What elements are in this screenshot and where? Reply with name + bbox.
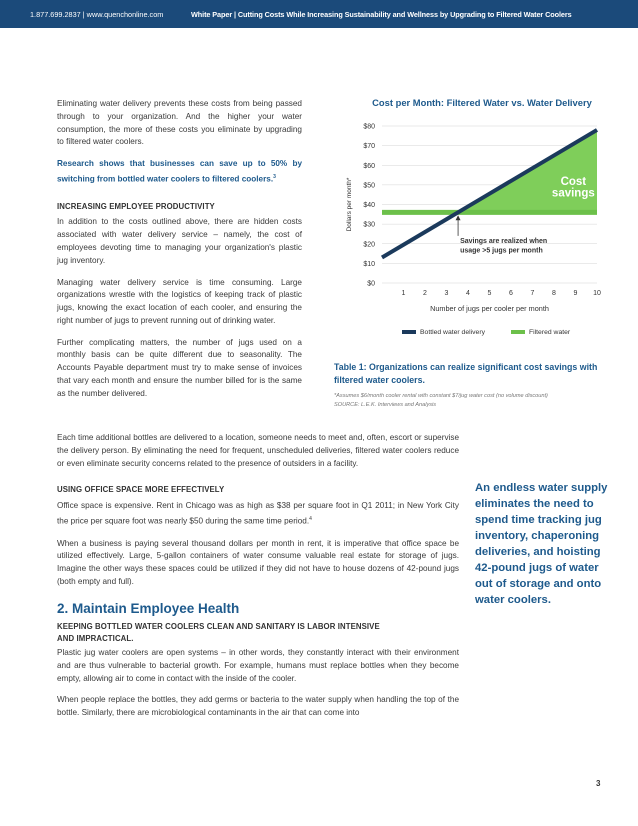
cost-savings-label: Cost — [560, 175, 587, 188]
paragraph: Further complicating matters, the number of jugs used on a monthly basis can be quite different due to seasonality. The Accounts Payable department must try to make sense of invoices that vary each month and ensure the number billed for is the same as the number delivered. — [57, 337, 302, 398]
legend-swatch — [511, 330, 525, 334]
paragraph — [57, 500, 459, 528]
legend-label: Bottled water delivery — [420, 329, 485, 336]
legend-swatch — [402, 330, 416, 334]
chart-legend — [402, 329, 571, 336]
chart-title: Cost per Month: Filtered Water vs. Water Delivery — [372, 97, 592, 108]
paragraph: Eliminating water delivery prevents these costs from being passed through to your organization. And the higher your water consumption, the more of these costs you eliminate by upgrading to filtered water coolers. — [57, 99, 302, 147]
annotation-text: usage >5 jugs per month — [460, 247, 543, 255]
page-number: 3 — [596, 779, 601, 788]
y-tick-label: $30 — [363, 221, 375, 229]
left-column — [57, 98, 302, 410]
x-tick-label: 6 — [509, 290, 513, 297]
y-tick-label: $80 — [363, 123, 375, 131]
paragraph: When a business is paying several thousand dollars per month in rent, it is imperative that office space be utilized effectively. Large, 5-gallon containers of water consume valuable real estate for storage of jugs. Imagine the other ways these spaces could be utilized if they did not have to house dozens of 42-pound jugs (both empty and full). — [57, 538, 459, 586]
y-tick-label: $70 — [363, 143, 375, 151]
chart-footnote — [334, 392, 610, 409]
cost-chart — [334, 112, 614, 347]
page-header — [0, 0, 638, 28]
y-tick-label: $40 — [363, 202, 375, 209]
pull-quote: An endless water supply eliminates the need to spend time tracking jug inventory, chaperoning deliveries, and hoisting 42-pound jugs of water out of storage and onto water coolers. — [475, 482, 608, 606]
x-tick-label: 7 — [530, 290, 535, 297]
x-tick-label: 4 — [466, 290, 470, 297]
annotation-text: Savings are realized when — [460, 237, 548, 245]
heading-line: AND IMPRACTICAL. — [57, 634, 134, 644]
footnote-ref: 4 — [309, 515, 312, 522]
section-heading: USING OFFICE SPACE MORE EFFECTIVELY — [57, 485, 225, 495]
paragraph: In addition to the costs outlined above, there are hidden costs associated with water delivery service – namely, the cost of employees devoting time to managing your organization's plastic jug inventory. — [57, 217, 302, 265]
section-title: 2. Maintain Employee Health — [57, 600, 240, 616]
x-tick-label: 10 — [593, 290, 601, 297]
research-highlight — [57, 158, 302, 186]
paragraph: Each time additional bottles are delivered to a location, someone needs to meet and, often, escort or supervise the delivery person. By eliminating the need for frequent, unscheduled deliveries, filtered water coolers reduce or even eliminate security concerns related to the presence of outsiders in a facility. — [57, 433, 459, 468]
paragraph: When people replace the bottles, they add germs or bacteria to the water supply when handling the top of the bottle. Similarly, there are microbiological contaminants in the air that can come into — [57, 695, 459, 718]
x-tick-label: 9 — [573, 290, 578, 297]
y-tick-label: $0 — [367, 280, 375, 288]
paragraph-text: Office space is expensive. Rent in Chicago was as high as $38 per square foot in Q1 2011; in New York City the price per square foot was nearly $50 during the same time period. — [57, 501, 459, 526]
paragraph: Plastic jug water coolers are open systems – in other words, they constantly interact with their environment and are thus vulnerable to bacterial growth. For example, humans must replace bottles when they become empty, allowing air to come in contact with the inside of the cooler. — [57, 648, 459, 683]
cost-savings-label: savings — [551, 187, 595, 200]
contact-info: 1.877.699.2837 | www.quenchonline.com — [30, 10, 164, 19]
x-tick-label: 3 — [444, 290, 449, 297]
footnote-ref: 3 — [273, 173, 276, 180]
section-heading: INCREASING EMPLOYEE PRODUCTIVITY — [57, 201, 215, 211]
legend-label: Filtered water — [529, 329, 571, 336]
y-axis-label: Dollars per month* — [346, 177, 353, 232]
x-tick-label: 8 — [552, 290, 556, 297]
footnote-line: *Assumes $6/month cooler rental with constant $7/jug water cost (no volume discount) — [334, 393, 548, 399]
header-title: White Paper | Cutting Costs While Increasing Sustainability and Wellness by Upgrading to Filtered Water Coolers — [191, 10, 572, 19]
table-caption: Table 1: Organizations can realize significant cost savings with filtered water coolers. — [334, 362, 598, 385]
y-tick-label: $20 — [363, 241, 375, 249]
footnote-source: SOURCE: L.E.K. Interviews and Analysis — [334, 401, 437, 408]
section-heading — [57, 621, 459, 647]
y-tick-label: $50 — [363, 182, 375, 190]
y-tick-labels — [363, 124, 375, 288]
x-tick-label: 1 — [401, 290, 406, 297]
annotation-arrow-head — [456, 215, 461, 220]
paragraph: Managing water delivery service is time consuming. Large organizations wrestle with the logistics of keeping track of plastic jugs, knowing the exact location of each cooler, and ensuring the right number of jugs to prevent running out of drinking water. — [57, 277, 302, 325]
x-tick-labels — [402, 290, 601, 297]
y-tick-label: $60 — [363, 162, 375, 170]
full-width-column — [57, 432, 459, 729]
research-text: Research shows that businesses can save up to 50% by switching from bottled water coolers to filtered coolers. — [57, 159, 302, 184]
y-tick-label: $10 — [363, 260, 375, 268]
heading-line: KEEPING BOTTLED WATER COOLERS CLEAN AND SANITARY IS LABOR INTENSIVE — [57, 621, 380, 631]
x-axis-label: Number of jugs per cooler per month — [430, 304, 549, 313]
x-tick-label: 5 — [487, 290, 492, 297]
x-tick-label: 2 — [423, 290, 427, 297]
